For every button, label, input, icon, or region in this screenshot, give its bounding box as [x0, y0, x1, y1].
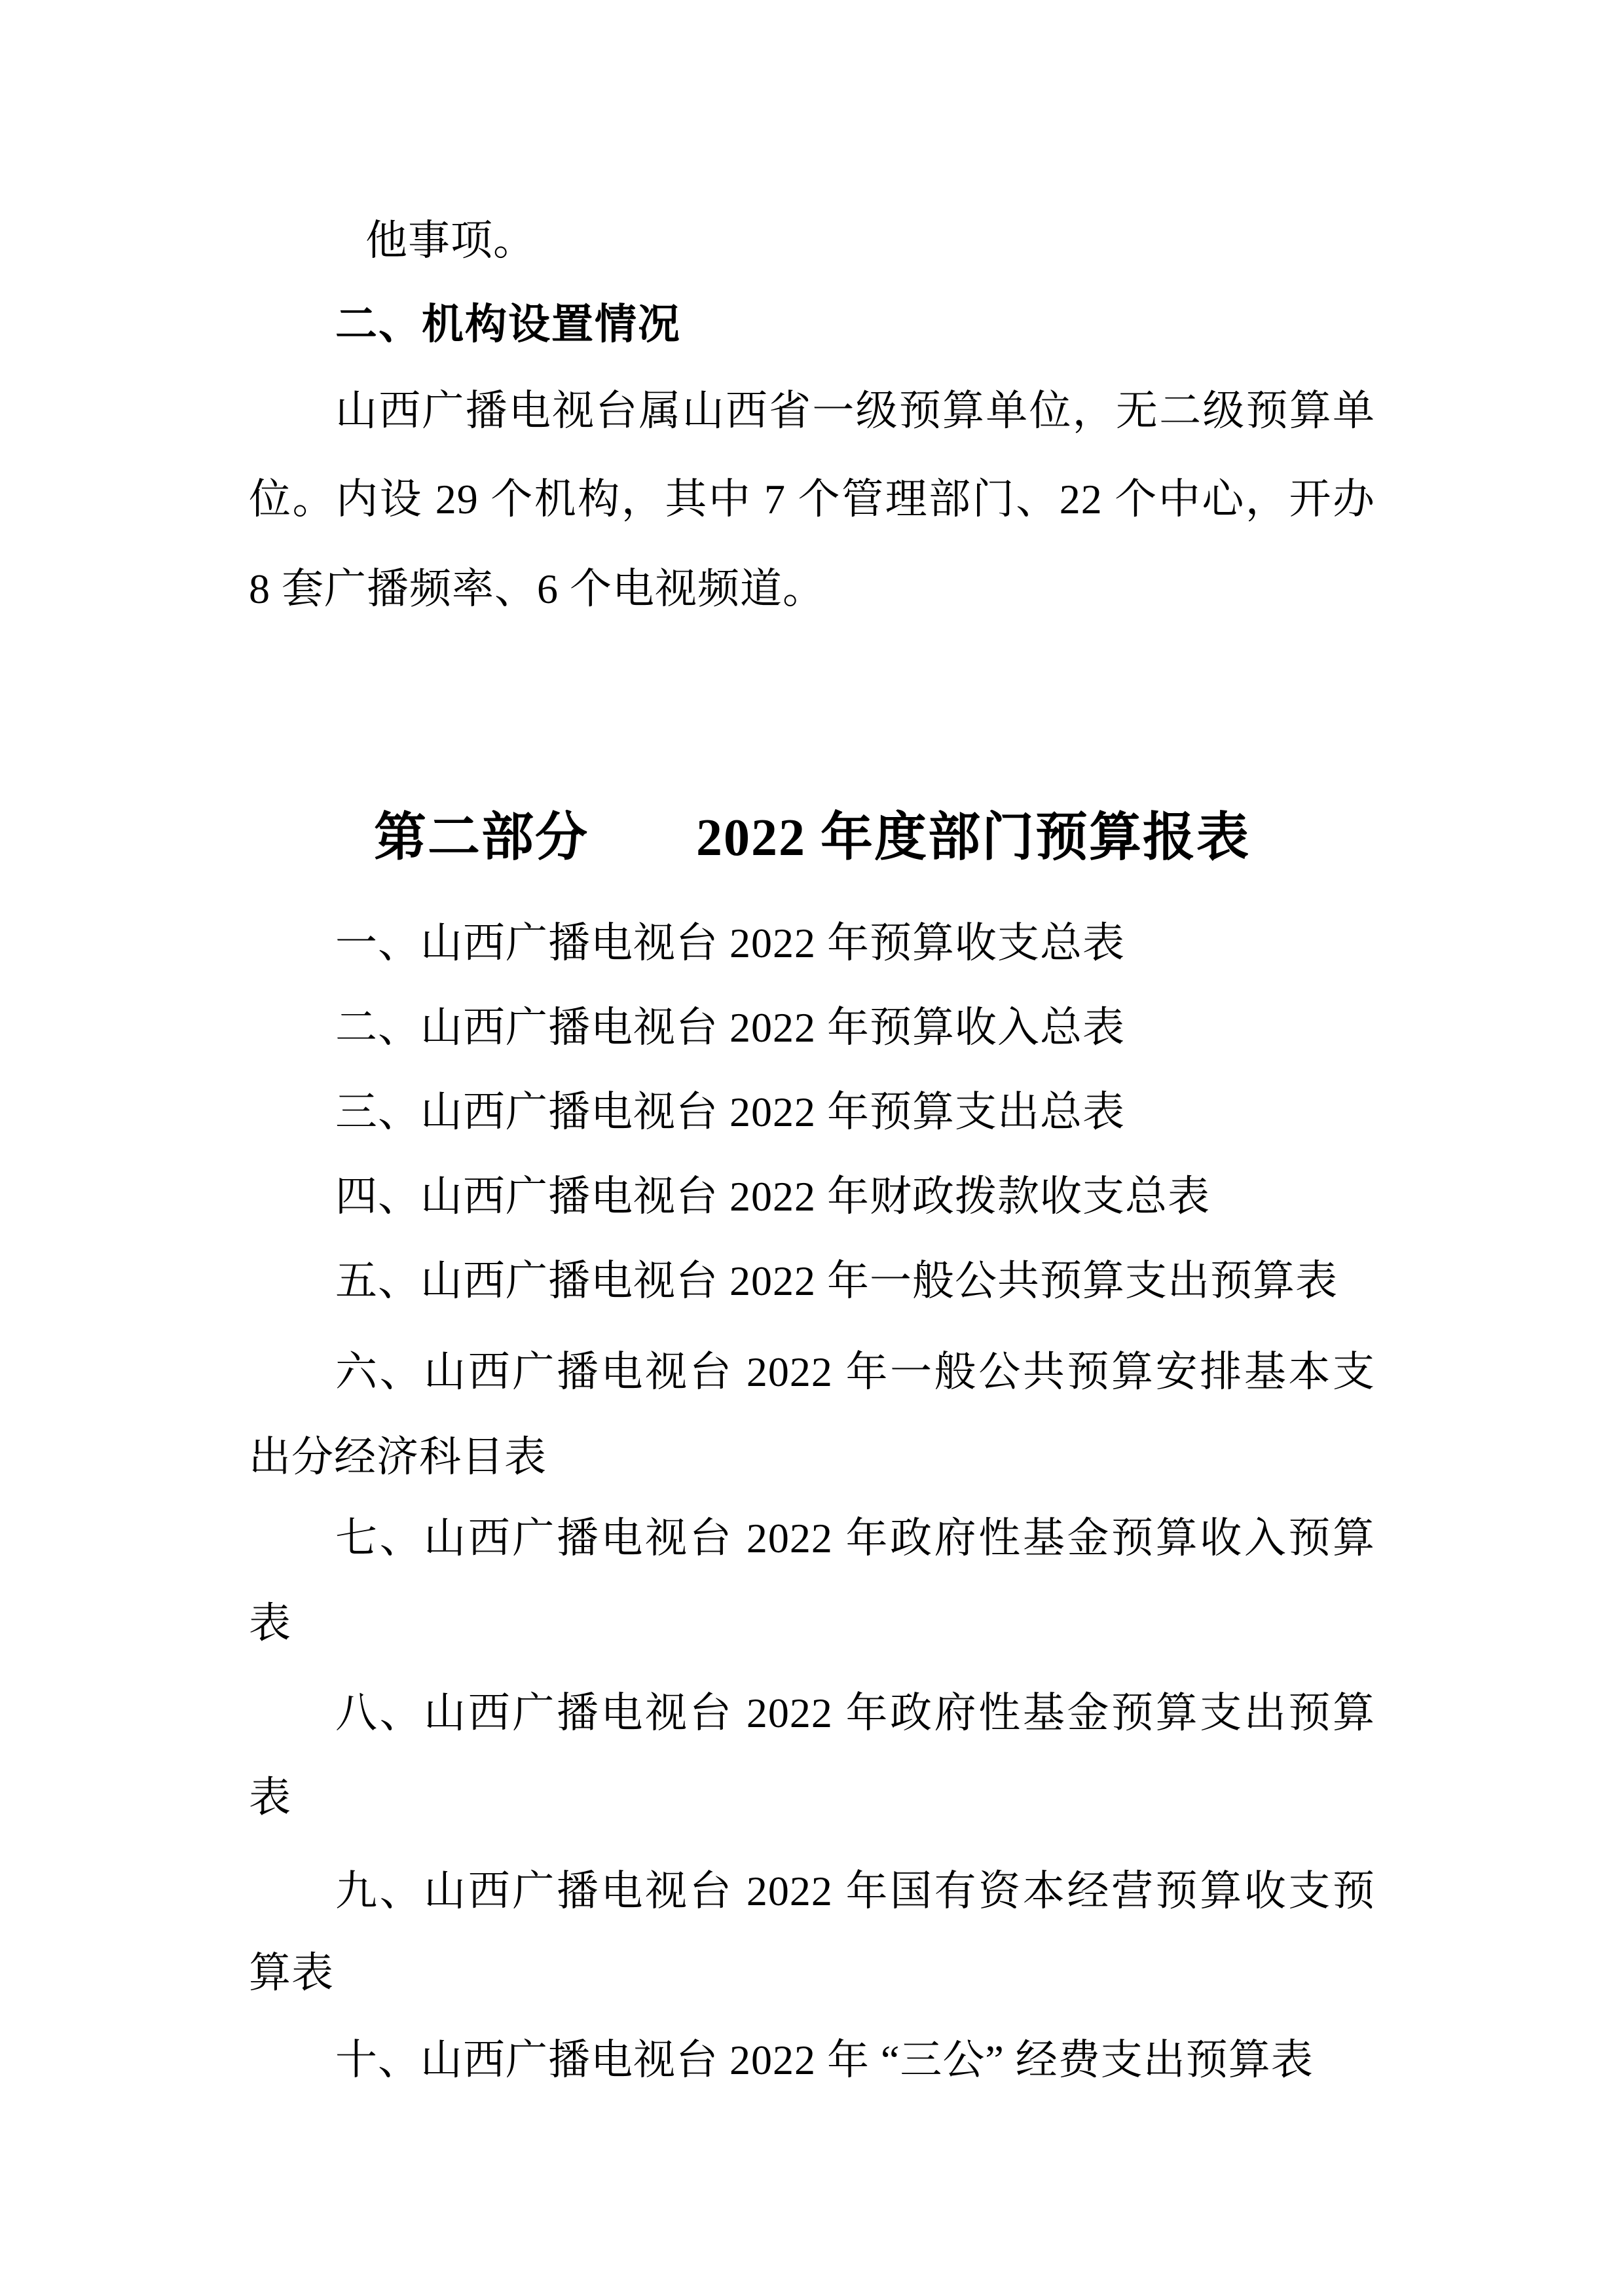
report-list-item-5: 五、山西广播电视台 2022 年一般公共预算支出预算表 [335, 1258, 1338, 1304]
org-setup-heading: 二、机构设置情况 [335, 301, 681, 348]
intro-tail-line: 他事项。 [365, 217, 536, 264]
report-list-item-7: 七、山西广播电视台 2022 年政府性基金预算收入预算 [335, 1515, 1375, 1561]
part2-heading: 第二部分 2022 年度部门预算报表 [374, 809, 1250, 867]
report-list-item-10: 十、山西广播电视台 2022 年 “三公” 经费支出预算表 [335, 2037, 1314, 2083]
report-list-item-3: 三、山西广播电视台 2022 年预算支出总表 [335, 1089, 1125, 1135]
report-list-item-7-cont: 表 [249, 1600, 291, 1647]
report-list-item-8-cont: 表 [249, 1774, 291, 1821]
report-list-item-6-cont: 出分经济科目表 [249, 1434, 547, 1480]
report-list-item-8: 八、山西广播电视台 2022 年政府性基金预算支出预算 [335, 1690, 1375, 1736]
report-list-item-2: 二、山西广播电视台 2022 年预算收入总表 [335, 1004, 1125, 1051]
report-list-item-4: 四、山西广播电视台 2022 年财政拨款收支总表 [335, 1173, 1210, 1220]
org-body-line-1: 山西广播电视台属山西省一级预算单位，无二级预算单 [335, 388, 1375, 434]
report-list-item-9-cont: 算表 [249, 1950, 334, 1996]
org-body-line-3: 8 套广播频率、6 个电视频道。 [249, 566, 825, 612]
report-list-item-6: 六、山西广播电视台 2022 年一般公共预算安排基本支 [335, 1349, 1375, 1395]
report-list-item-1: 一、山西广播电视台 2022 年预算收支总表 [335, 920, 1125, 966]
org-body-line-2: 位。内设 29 个机构，其中 7 个管理部门、22 个中心，开办 [249, 476, 1375, 522]
report-list-item-9: 九、山西广播电视台 2022 年国有资本经营预算收支预 [335, 1868, 1375, 1914]
